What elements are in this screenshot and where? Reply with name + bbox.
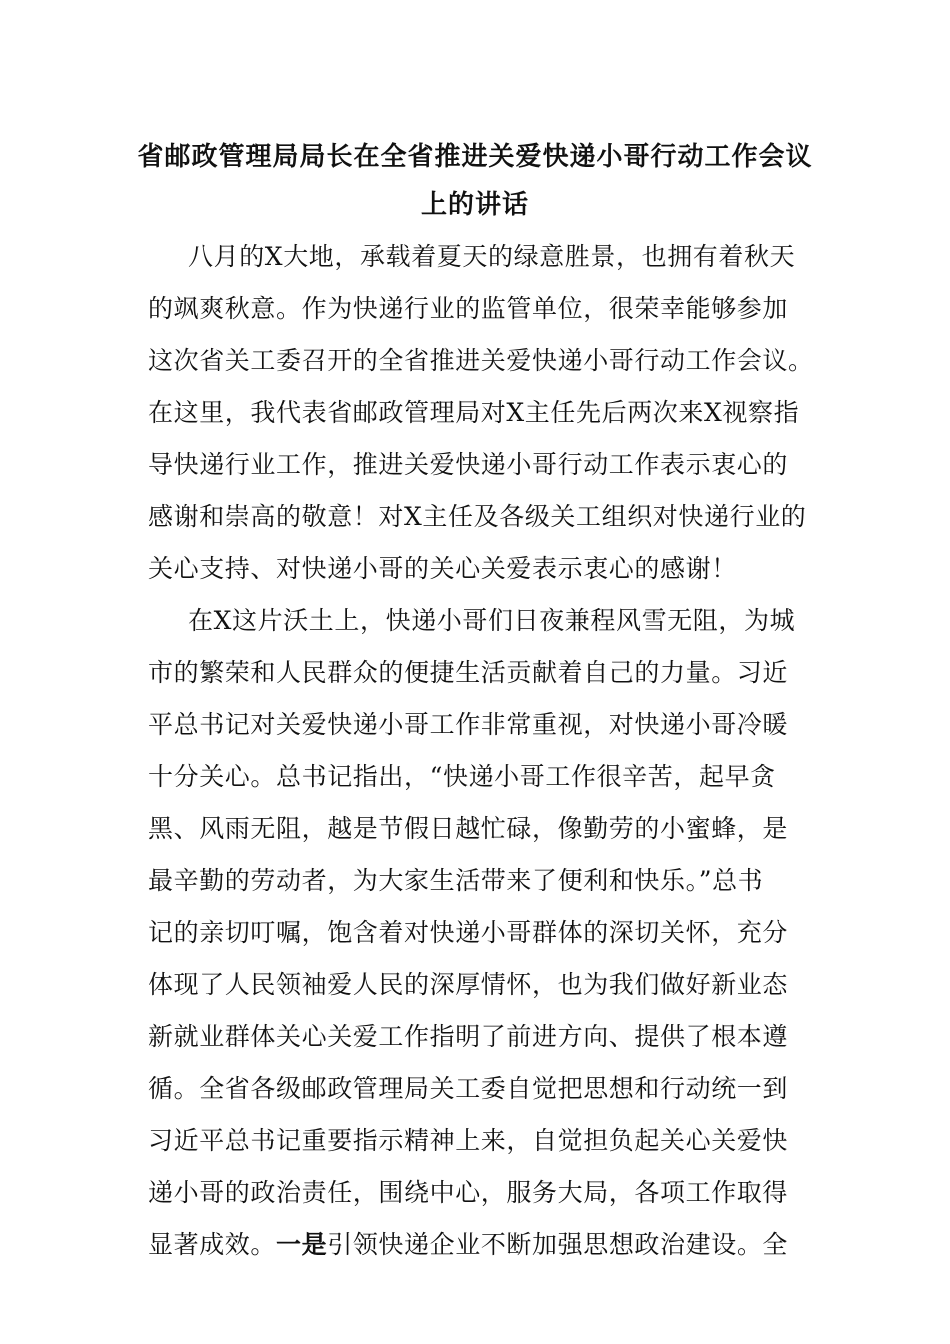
document-title-line-2: 上的讲话 [420,190,529,220]
paragraph-2-line: 循。全省各级邮政管理局关工委自觉把思想和行动统一到 [148,1074,789,1103]
paragraph-1-line: 感谢和崇高的敬意！对X主任及各级关工组织对快递行业的 [148,502,807,531]
last-line-suffix: 引领快递企业不断加强思想政治建设。全 [327,1230,789,1259]
paragraph-2-last-line [148,1225,788,1261]
paragraph-2-line: 市的繁荣和人民群众的便捷生活贡献着自己的力量。习近 [148,658,789,687]
paragraph-2-line: 新就业群体关心关爱工作指明了前进方向、提供了根本遵 [148,1022,789,1051]
paragraph-2-line: 体现了人民领袖爱人民的深厚情怀，也为我们做好新业态 [148,970,789,999]
paragraph-2-line: 十分关心。总书记指出，“快递小哥工作很辛苦，起早贪 [148,762,776,791]
document-title-line-1: 省邮政管理局局长在全省推进关爱快递小哥行动工作会议 [137,142,813,172]
emphasis-first: 一是 [276,1230,328,1259]
paragraph-2-line: 最辛勤的劳动者，为大家生活带来了便利和快乐。”总书 [148,866,764,895]
paragraph-1-line: 在这里，我代表省邮政管理局对X主任先后两次来X视察指 [148,398,800,427]
paragraph-2-line: 记的亲切叮嘱，饱含着对快递小哥群体的深切关怀，充分 [148,918,789,947]
paragraph-1-line: 的飒爽秋意。作为快递行业的监管单位，很荣幸能够参加 [148,294,789,323]
paragraph-2-line: 平总书记对关爱快递小哥工作非常重视，对快递小哥冷暖 [148,710,789,739]
paragraph-2-line: 递小哥的政治责任，围绕中心，服务大局，各项工作取得 [148,1178,789,1207]
last-line-prefix: 显著成效。 [148,1230,277,1259]
paragraph-1-line: 导快递行业工作，推进关爱快递小哥行动工作表示衷心的 [148,450,789,479]
paragraph-2-line: 习近平总书记重要指示精神上来，自觉担负起关心关爱快 [148,1126,789,1155]
paragraph-2-line: 黑、风雨无阻，越是节假日越忙碌，像勤劳的小蜜蜂，是 [148,814,789,843]
paragraph-1-line: 八月的X大地，承载着夏天的绿意胜景，也拥有着秋天 [188,242,796,271]
paragraph-1-line: 这次省关工委召开的全省推进关爱快递小哥行动工作会议。 [148,346,814,375]
paragraph-1-line: 关心支持、对快递小哥的关心关爱表示衷心的感谢！ [148,554,737,583]
paragraph-2-line: 在X这片沃土上，快递小哥们日夜兼程风雪无阻，为城 [188,606,796,635]
